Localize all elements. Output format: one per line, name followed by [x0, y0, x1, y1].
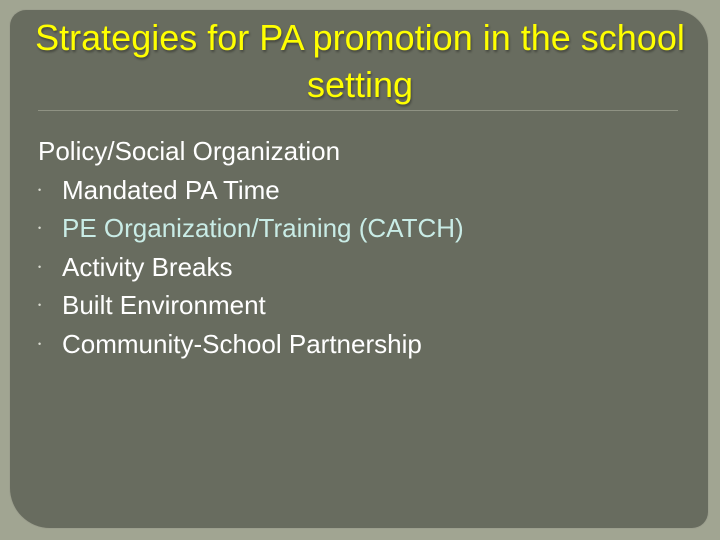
small-dot-icon: •: [38, 184, 42, 195]
bullet-text: Community-School Partnership: [62, 328, 422, 359]
title-divider: [38, 110, 678, 111]
section-heading: Policy/Social Organization: [38, 136, 341, 166]
small-dot-icon: •: [38, 261, 42, 272]
bullet-item: [38, 171, 678, 210]
bullet-text: Activity Breaks: [62, 251, 233, 282]
bullet-item: [38, 248, 678, 287]
bullet-text: PE Organization/Training (CATCH): [62, 213, 464, 243]
slide-title: Strategies for PA promotion in the school setting: [35, 17, 685, 105]
slide-body: [38, 132, 678, 363]
bullet-text: Built Environment: [62, 290, 266, 320]
bullet-item: [38, 209, 678, 248]
bullet-text: Mandated PA Time: [62, 174, 280, 205]
bullet-list: [38, 171, 678, 364]
small-dot-icon: •: [38, 300, 42, 310]
bullet-item: [38, 325, 678, 364]
small-dot-icon: •: [38, 223, 42, 233]
small-dot-icon: •: [38, 338, 42, 349]
bullet-item: [38, 286, 678, 325]
